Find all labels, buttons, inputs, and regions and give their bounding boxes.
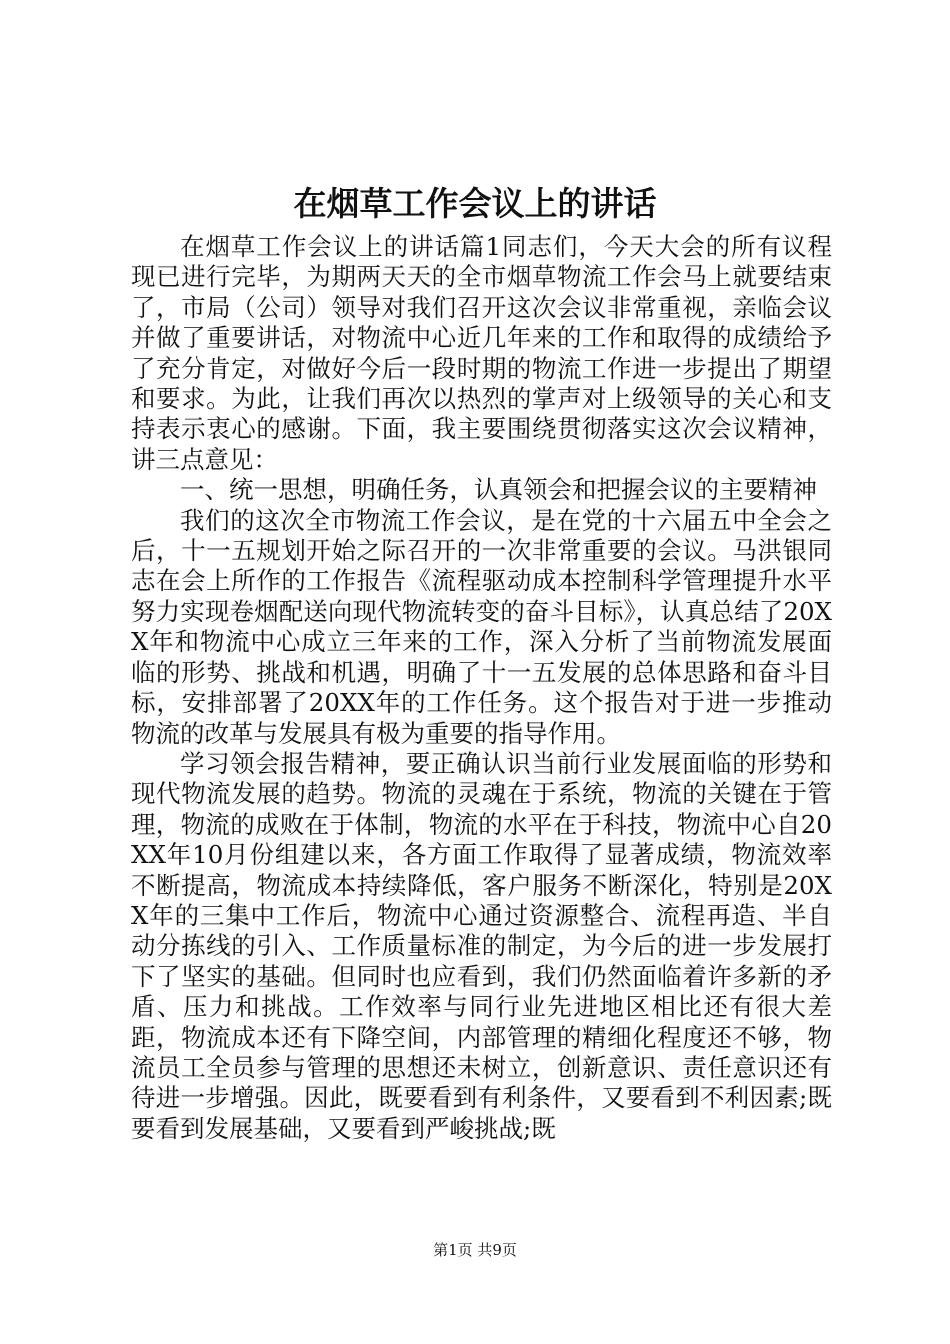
paragraph-study: 学习领会报告精神，要正确认识当前行业发展面临的形势和现代物流发展的趋势。物流的灵魂在于系统，物流的关键在于管理，物流的成败在于体制，物流的水平在于科技，物流中心自20XX年10月份组建以来，各方面工作取得了显著成绩，物流效率不断提高，物流成本持续降低，客户服务不断深化，特别是20XX年的三集中工作后，物流中心通过资源整合、流程再造、半自动分拣线的引入、工作质量标准的制定，为今后的进一步发展打下了坚实的基础。但同时也应看到，我们仍然面临着许多新的矛盾、压力和挑战。工作效率与同行业先进地区相比还有很大差距，物流成本还有下降空间，内部管理的精细化程度还不够，物流员工全员参与管理的思想还未树立，创新意识、责任意识还有待进一步增强。因此，既要看到有利条件，又要看到不利因素;既要看到发展基础，又要看到严峻挑战;既 — [131, 748, 832, 1143]
document-body — [131, 232, 832, 1144]
page-footer: 第1页 共9页 — [433, 1241, 517, 1259]
paragraph-meeting: 我们的这次全市物流工作会议，是在党的十六届五中全会之后，十一五规划开始之际召开的一次非常重要的会议。马洪银同志在会上所作的工作报告《流程驱动成本控制科学管理提升水平努力实现卷烟配送向现代物流转变的奋斗目标》，认真总结了20XX年和物流中心成立三年来的工作，深入分析了当前物流发展面临的形势、挑战和机遇，明确了十一五发展的总体思路和奋斗目标，安排部署了20XX年的工作任务。这个报告对于进一步推动物流的改革与发展具有极为重要的指导作用。 — [131, 505, 832, 748]
paragraph-heading-1: 一、统一思想，明确任务，认真领会和把握会议的主要精神 — [180, 475, 817, 505]
document-title: 在烟草工作会议上的讲话 — [293, 184, 657, 223]
paragraph-intro: 在烟草工作会议上的讲话篇1同志们，今天大会的所有议程现已进行完毕，为期两天天的全市烟草物流工作会马上就要结束了，市局（公司）领导对我们召开这次会议非常重视，亲临会议并做了重要讲话，对物流中心近几年来的工作和取得的成绩给予了充分肯定，对做好今后一段时期的物流工作进一步提出了期望和要求。为此，让我们再次以热烈的掌声对上级领导的关心和支持表示衷心的感谢。下面，我主要围绕贯彻落实这次会议精神，讲三点意见： — [131, 232, 832, 474]
